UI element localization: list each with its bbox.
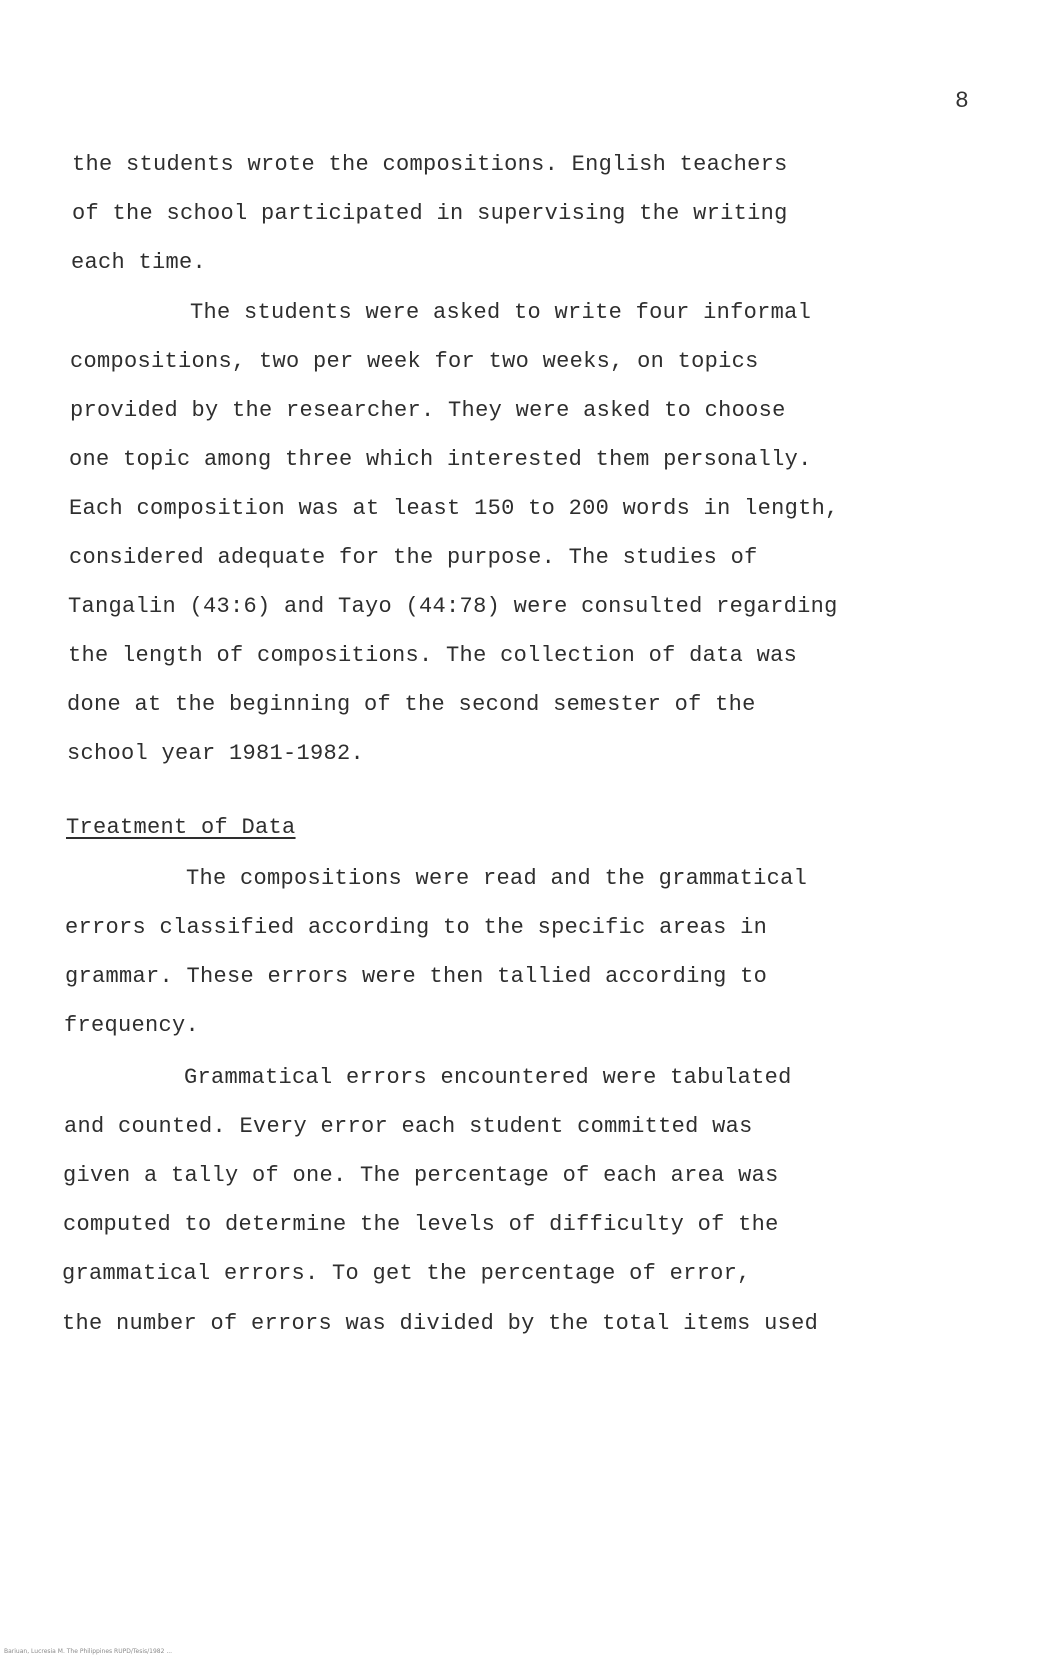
text-line: done at the beginning of the second semester of the [67, 692, 756, 717]
text-line: the length of compositions. The collection of data was [68, 643, 798, 668]
text-line: one topic among three which interested them personally. [69, 447, 812, 472]
text-line: The compositions were read and the grammatical [186, 866, 808, 891]
text-line: compositions, two per week for two weeks, on topics [70, 349, 759, 374]
text-line: of the school participated in supervising the writing [72, 201, 788, 226]
text-line: computed to determine the levels of difficulty of the [63, 1212, 779, 1237]
text-line: grammatical errors. To get the percentage of error, [62, 1261, 751, 1286]
text-line: Tangalin (43:6) and Tayo (44:78) were consulted regarding [68, 594, 838, 619]
text-line: The students were asked to write four informal [190, 300, 812, 325]
text-line: the students wrote the compositions. English teachers [72, 152, 788, 177]
text-line: considered adequate for the purpose. The studies of [69, 545, 758, 570]
text-line: Grammatical errors encountered were tabulated [184, 1065, 792, 1090]
section-heading: Treatment of Data [66, 815, 296, 840]
text-line: the number of errors was divided by the total items used [62, 1311, 819, 1336]
footer-note: Bariuan, Lucresia M. The Philippines RUPD/Tesis/1982 ... [4, 1648, 173, 1655]
text-line: grammar. These errors were then tallied according to [65, 964, 768, 989]
text-line: school year 1981-1982. [67, 741, 365, 766]
page-number: 8 [955, 88, 969, 114]
text-line: Each composition was at least 150 to 200 words in length, [69, 496, 839, 521]
text-line: each time. [71, 250, 207, 275]
text-line: and counted. Every error each student committed was [64, 1114, 753, 1139]
text-line: provided by the researcher. They were asked to choose [70, 398, 786, 423]
text-line: frequency. [64, 1013, 200, 1038]
text-line: given a tally of one. The percentage of each area was [63, 1163, 779, 1188]
text-line: errors classified according to the specific areas in [65, 915, 768, 940]
